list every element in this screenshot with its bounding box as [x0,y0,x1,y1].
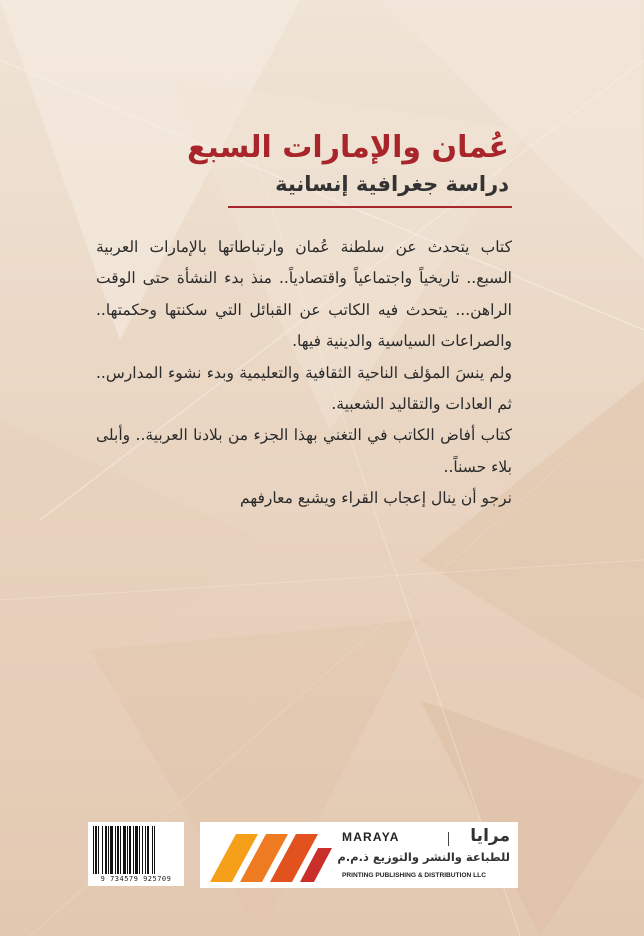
publisher-block [200,822,518,888]
publisher-name-arabic: مرايا [470,826,510,846]
blurb-paragraph-1: كتاب يتحدث عن سلطنة عُمان وارتباطاتها بالإمارات العربية السبع.. تاريخياً واجتماعياً واقتصادياً.. منذ بدء النشأة حتى الوقت الراهن... يتحدث فيه الكاتب عن القبائل التي سكنتها وحكمتها.. والصراعات السياسية والدينية فيها. [96,238,512,351]
book-subtitle: دراسة جغرافية إنسانية [275,172,509,196]
blurb-paragraph-2: ولم ينسَ المؤلف الناحية الثقافية والتعليمية وبدء نشوء المدارس.. ثم العادات والتقاليد الشعبية. [96,363,512,414]
blurb [96,232,512,515]
isbn-barcode [88,822,184,886]
publisher-name-latin: MARAYA [342,830,400,844]
publisher-name-divider [448,832,449,846]
blurb-paragraph-4: نرجو أن ينال إعجاب القراء ويشبع معارفهم [240,489,512,508]
publisher-logo-icon [206,826,336,884]
title-divider [228,206,512,208]
publisher-tagline-arabic: للطباعة والنشر والتوزيع ذ.م.م [337,850,510,864]
barcode-bars [92,826,180,874]
publisher-tagline-english: PRINTING PUBLISHING & DISTRIBUTION LLC [342,872,486,879]
book-title: عُمان والإمارات السبع [187,130,509,165]
barcode-digits: 9 734579 925709 [100,875,172,883]
publisher-text [337,826,510,886]
blurb-paragraph-3: كتاب أفاض الكاتب في التغني بهذا الجزء من بلادنا العربية.. وأبلى بلاء حسناً.. [96,426,512,476]
